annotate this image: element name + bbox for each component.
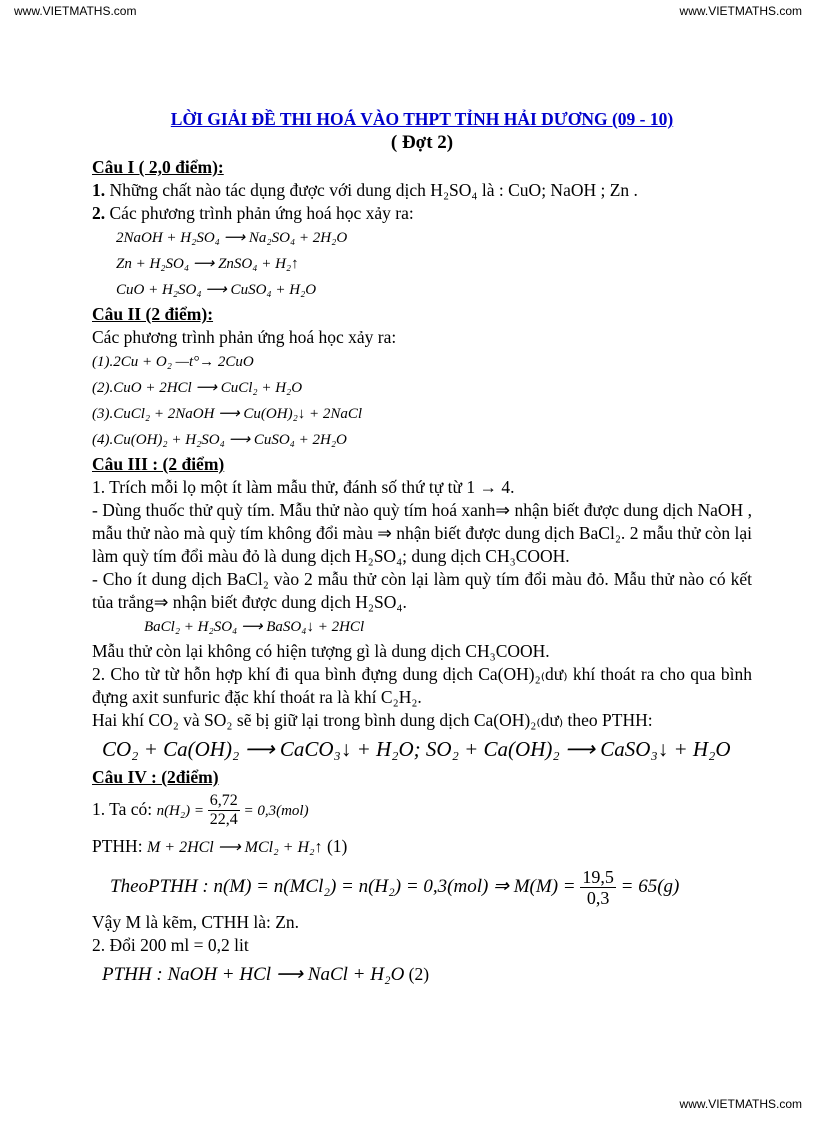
section-4-heading: Câu IV : (2điểm) — [92, 767, 219, 787]
sec4-pthh-1: PTHH: M + 2HCl ⟶ MCl₂ + H₂↑ (1) — [92, 836, 348, 856]
doc-subtitle: ( Đợt 2) — [390, 132, 454, 153]
section-2-heading: Câu II (2 điểm): — [92, 304, 214, 324]
sec4-pthh-2: PTHH : NaOH + HCl ⟶ NaCl + H₂O (2) — [102, 964, 430, 985]
sec2-equation-2: (2).CuO + 2HCl ⟶ CuCl₂ + H₂O — [92, 380, 303, 396]
sec1-line1: 1. Những chất nào tác dụng được với dung dịch H₂SO₄ là : CuO; NaOH ; Zn . — [92, 180, 638, 200]
sec3-line5: 2. Cho từ từ hỗn hợp khí đi qua bình đựng dung dịch Ca(OH)₂₍dư₎ khí thoát ra cho qua bình đựng axit sunfuric đặc khí thoát ra là khí C₂H₂. — [92, 664, 752, 707]
sec3-line4: Mẫu thử còn lại không có hiện tượng gì là dung dịch CH₃COOH. — [92, 641, 550, 661]
sec4-line1: 1. Ta có: n(H₂) = $\frac{6,72}{22,4}$ = 0,3(mol) — [92, 792, 309, 829]
header-site-right: www.VIETMATHS.com — [679, 4, 802, 18]
sec4-theo-line: TheoPTHH : n(M) = n(MCl₂) = n(H₂) = 0,3(mol) ⇒ M(M) = $\frac{19,5}{0,3}$ = 65(g) — [110, 867, 680, 909]
sec2-equation-1: (1).2Cu + O₂ —t°→ 2CuO — [92, 354, 254, 370]
sec3-line2: - Dùng thuốc thử quỳ tím. Mẫu thử nào quỳ tím hoá xanh⇒ nhận biết được dung dịch NaOH , mẫu thử nào mà quỳ tím không đổi màu ⇒ nhận biết được dung dịch BaCl₂. 2 mẫu thử còn lại làm quỳ tím đổi màu đỏ là dung dịch H₂SO₄; dung dịch CH₃COOH. — [92, 500, 752, 566]
sec3-equation-1: BaCl₂ + H₂SO₄ ⟶ BaSO₄↓ + 2HCl — [144, 619, 365, 635]
sec3-line3: - Cho ít dung dịch BaCl₂ vào 2 mẫu thử còn lại làm quỳ tím đổi màu đỏ. Mẫu thử nào có kết tủa trắng⇒ nhận biết được dung dịch H₂SO₄. — [92, 569, 752, 612]
section-3-heading: Câu III : (2 điểm) — [92, 454, 225, 474]
header-site-left: www.VIETMATHS.com — [14, 4, 137, 18]
sec2-equation-3: (3).CuCl₂ + 2NaOH ⟶ Cu(OH)₂↓ + 2NaCl — [92, 406, 363, 422]
footer-site: www.VIETMATHS.com — [679, 1097, 802, 1111]
sec1-equation-3: CuO + H₂SO₄ ⟶ CuSO₄ + H₂O — [116, 282, 317, 298]
sec1-equation-2: Zn + H₂SO₄ ⟶ ZnSO₄ + H₂↑ — [116, 256, 299, 272]
section-1-heading: Câu I ( 2,0 điểm): — [92, 157, 224, 177]
sec3-equation-2: CO₂ + Ca(OH)₂ ⟶ CaCO₃↓ + H₂O; SO₂ + Ca(OH)₂ ⟶ CaSO₃↓ + H₂O — [102, 737, 731, 761]
sec1-line2: 2. Các phương trình phản ứng hoá học xảy ra: — [92, 203, 414, 223]
sec2-equation-4: (4).Cu(OH)₂ + H₂SO₄ ⟶ CuSO₄ + 2H₂O — [92, 432, 347, 448]
sec4-line2: Vậy M là kẽm, CTHH là: Zn. — [92, 912, 300, 932]
sec3-line6: Hai khí CO₂ và SO₂ sẽ bị giữ lại trong bình dung dịch Ca(OH)₂₍dư₎ theo PTHH: — [92, 710, 653, 730]
sec4-line3: 2. Đổi 200 ml = 0,2 lit — [92, 935, 249, 955]
sec2-intro: Các phương trình phản ứng hoá học xảy ra: — [92, 327, 397, 347]
doc-title: LỜI GIẢI ĐỀ THI HOÁ VÀO THPT TỈNH HẢI DƯƠNG (09 - 10) — [170, 109, 674, 129]
document-body — [92, 108, 752, 992]
sec3-line1: 1. Trích mỗi lọ một ít làm mẫu thử, đánh số thứ tự từ 1 → 4. — [92, 477, 515, 497]
sec1-equation-1: 2NaOH + H₂SO₄ ⟶ Na₂SO₄ + 2H₂O — [116, 230, 348, 246]
